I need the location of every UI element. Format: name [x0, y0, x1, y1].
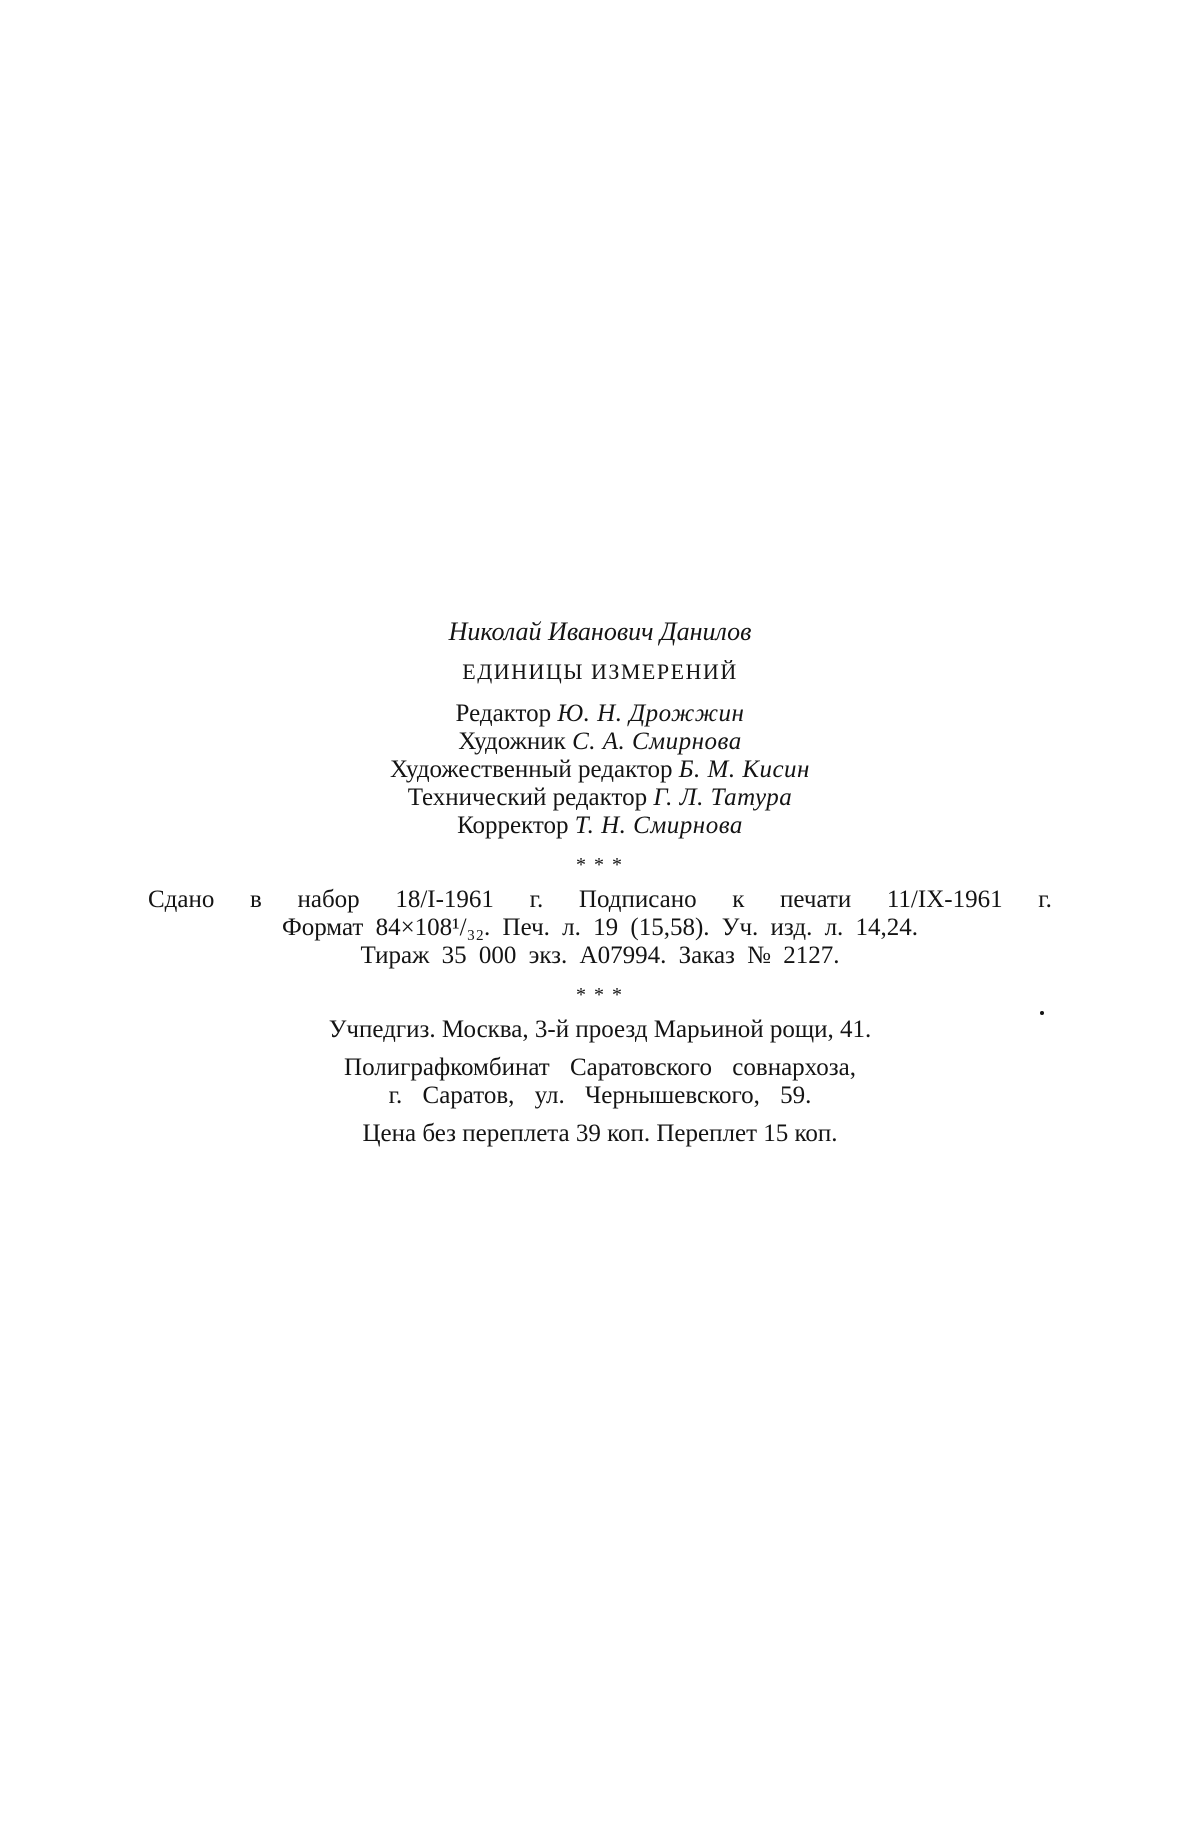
credit-person: Г. Л. Татура — [653, 784, 793, 811]
credit-role: Технический редактор — [407, 784, 648, 811]
credit-person: С. А. Смирнова — [572, 728, 742, 755]
printer-line-1: Полиграфкомбинат Саратовского совнархоза, — [344, 1054, 856, 1081]
sent-word: Подписано — [578, 886, 697, 913]
sent-word: г. — [1038, 886, 1052, 913]
sent-word: в — [250, 886, 262, 913]
print-run-line: Тираж 35 000 экз. А07994. Заказ № 2127. — [360, 942, 840, 969]
sent-word: к — [732, 886, 745, 913]
credit-tech-editor — [0, 784, 1200, 812]
credit-artist — [0, 728, 1200, 756]
credit-role: Редактор — [455, 700, 552, 727]
credit-person: Т. Н. Смирнова — [574, 812, 743, 839]
credit-role: Корректор — [457, 812, 569, 839]
sent-word: набор — [297, 886, 360, 913]
sent-word: печати — [780, 886, 852, 913]
asterism-separator: * * * — [575, 854, 624, 876]
credit-art-editor — [0, 756, 1200, 784]
colophon — [0, 618, 1200, 1148]
sent-word: 11/IX-1961 — [886, 886, 1003, 913]
credits-list — [0, 700, 1200, 840]
sent-word: 18/I-1961 — [395, 886, 494, 913]
format-line: Формат 84×108¹/₃₂. Печ. л. 19 (15,58). Уч. изд. л. 14,24. — [281, 914, 919, 941]
credit-editor — [0, 700, 1200, 728]
credit-proofreader — [0, 812, 1200, 840]
credit-person: Ю. Н. Дрожжин — [557, 700, 745, 727]
asterism-separator-2: * * * — [575, 984, 624, 1006]
credit-role: Художник — [458, 728, 566, 755]
sent-word: г. — [529, 886, 544, 913]
publisher-line: Учпедгиз. Москва, 3-й проезд Марьиной рощи, 41. — [328, 1016, 872, 1043]
print-speck — [1040, 1011, 1044, 1015]
sent-to-print-line — [148, 886, 1052, 914]
credit-role: Художественный редактор — [390, 756, 673, 783]
credit-person: Б. М. Кисин — [678, 756, 810, 783]
book-title: ЕДИНИЦЫ ИЗМЕРЕНИЙ — [462, 659, 738, 684]
sent-word: Сдано — [148, 886, 215, 913]
price-line: Цена без переплета 39 коп. Переплет 15 коп. — [362, 1120, 838, 1147]
printer-line-2: г. Саратов, ул. Чернышевского, 59. — [388, 1082, 812, 1109]
author-name: Николай Иванович Данилов — [448, 617, 752, 646]
